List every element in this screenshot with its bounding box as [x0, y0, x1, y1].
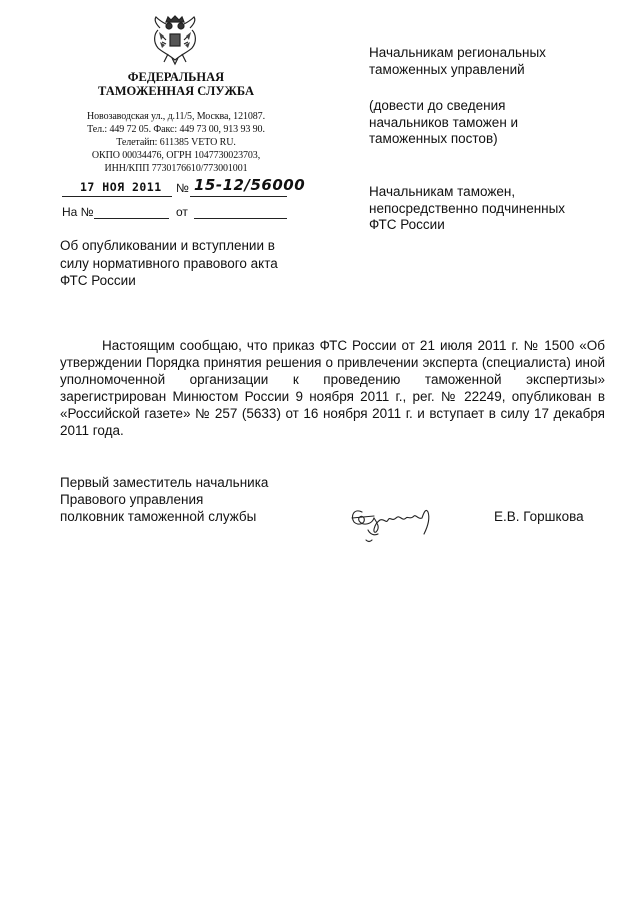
ref-number-label: На №: [62, 205, 94, 219]
inn-line: ИНН/КПП 7730176610/773001001: [104, 163, 248, 174]
subject-line: ФТС России: [60, 273, 136, 288]
addressee-line: начальников таможен и: [369, 114, 519, 130]
org-name-line1: ФЕДЕРАЛЬНАЯ: [127, 70, 225, 84]
signatory-title: [60, 474, 268, 525]
coat-of-arms-icon: [150, 14, 200, 66]
address-line: Новозаводская ул., д.11/5, Москва, 121087.: [87, 111, 265, 122]
addressee-line: таможенных постов): [369, 131, 498, 146]
date-underline: [62, 196, 172, 197]
phone-line: Тел.: 449 72 05. Факс: 449 73 00, 913 93 90.: [87, 124, 265, 135]
number-label: №: [176, 181, 189, 195]
addressee-line: ФТС России: [369, 217, 445, 232]
addressee-block-2: [369, 98, 619, 148]
body-paragraph: Настоящим сообщаю, что приказ ФТС России от 21 июля 2011 г. № 1500 «Об утверждении Порядка принятия решения о привлечении эксперта (специалиста) иной уполномоченной организации к проведению таможенной экспертизы» зарегистрирован Минюстом России 9 ноября 2011 г., рег. № 22249, опубликован в «Российской газете» № 257 (5633) от 16 ноября 2011 г. и вступает в силу 17 декабря 2011 года.: [60, 338, 605, 438]
ref-number-line: [94, 218, 169, 219]
signatory-name: Е.В. Горшкова: [494, 509, 584, 524]
subject-line: Об опубликовании и вступлении в: [60, 238, 275, 253]
ref-from-label: от: [176, 205, 188, 219]
addressee-block-1: [369, 45, 619, 78]
handwritten-signature-icon: [344, 498, 444, 548]
addressee-line: непосредственно подчиненных: [369, 200, 566, 216]
addressee-line: таможенных управлений: [369, 61, 525, 77]
addressee-line: Начальникам региональных: [369, 45, 546, 60]
addressee-block-3: [369, 184, 619, 234]
date-stamp: 17 НОЯ 2011: [80, 180, 162, 194]
addressee-line: (довести до сведения: [369, 98, 506, 113]
signatory-title-line: Первый заместитель начальника: [60, 475, 269, 490]
document-number: 15-12/56000: [194, 176, 306, 194]
org-name-line2: ТАМОЖЕННАЯ СЛУЖБА: [98, 84, 254, 98]
subject: [60, 237, 278, 290]
signatory-title-line: Правового управления: [60, 492, 204, 507]
signatory-title-line: полковник таможенной службы: [60, 509, 257, 524]
addressee-line: Начальникам таможен,: [369, 184, 516, 199]
number-underline: [190, 196, 287, 197]
teletype-line: Телетайп: 611385 VETO RU.: [116, 137, 236, 148]
okpo-line: ОКПО 00034476, ОГРН 1047730023703,: [91, 150, 261, 161]
subject-line: силу нормативного правового акта: [60, 255, 278, 271]
ref-date-line: [194, 218, 287, 219]
